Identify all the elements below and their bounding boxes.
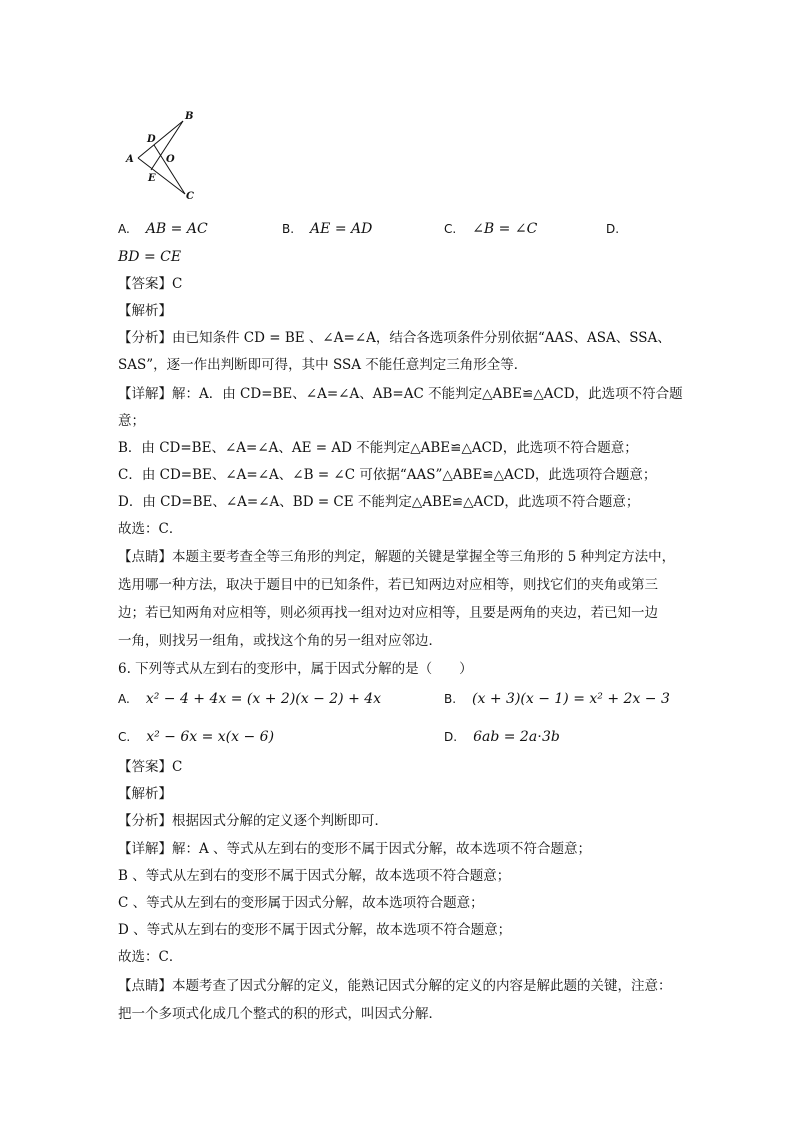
q5-dianjing-line-3: 边；若已知两角对应相等，则必须再找一组对边对应相等，且要是两角的夹边，若已知一边 xyxy=(118,605,658,621)
option-text: x² − 6x = x(x − 6) xyxy=(146,729,275,745)
q6-fenxi: 【分析】根据因式分解的定义逐个判断即可． xyxy=(118,813,388,829)
option-label: A. xyxy=(118,692,130,706)
triangle-figure xyxy=(118,106,208,202)
segment-AC xyxy=(138,158,185,194)
q5-dianjing-line-2: 选用哪一种方法，取决于题目中的已知条件，若已知两边对应相等，则找它们的夹角或第三 xyxy=(118,577,658,593)
option-text: (x + 3)(x − 1) = x² + 2x − 3 xyxy=(472,691,670,707)
q5-option-d-label xyxy=(606,220,635,238)
label-B: B xyxy=(185,111,194,122)
q6-dianjing-line-1: 【点睛】本题考查了因式分解的定义，能熟记因式分解的定义的内容是解此题的关键，注意： xyxy=(118,978,672,994)
q5-dianjing-line-1: 【点睛】本题主要考查全等三角形的判定，解题的关键是掌握全等三角形的 5 种判定方法中， xyxy=(118,549,676,565)
segment-DC xyxy=(154,145,185,194)
q5-xiangjie-line-6: 故选：C． xyxy=(118,521,183,537)
option-text: BD = CE xyxy=(118,249,182,265)
q5-fenxi-line-2: SAS”，逐一作出判断即可得，其中 SSA 不能任意判定三角形全等． xyxy=(118,357,528,373)
q6-xiangjie-line-5: 故选：C． xyxy=(118,949,183,965)
option-label: C. xyxy=(444,222,457,236)
option-text: ∠B = ∠C xyxy=(472,221,538,237)
q5-option-a xyxy=(118,220,208,238)
q6-option-b xyxy=(444,690,670,708)
q5-answer: 【答案】C xyxy=(118,276,183,292)
q5-option-d-text xyxy=(118,248,181,266)
q6-xiangjie-line-4: D 、等式从左到右的变形不属于因式分解，故本选项不符合题意； xyxy=(118,922,512,938)
q6-answer: 【答案】C xyxy=(118,759,183,775)
q5-option-b xyxy=(282,220,372,238)
q6-option-a xyxy=(118,690,381,708)
option-text: AB = AC xyxy=(145,221,208,237)
q5-dianjing-line-4: 一角，则找另一组角，或找这个角的另一组对应邻边． xyxy=(118,633,442,649)
q6-xiangjie-line-1: 【详解】解：A 、等式从左到右的变形不属于因式分解，故本选项不符合题意； xyxy=(118,841,592,857)
q6-xiangjie-line-2: B 、等式从左到右的变形不属于因式分解，故本选项不符合题意； xyxy=(118,868,511,884)
q6-dianjing-line-2: 把一个多项式化成几个整式的积的形式，叫因式分解． xyxy=(118,1006,442,1022)
q6-option-d xyxy=(444,728,560,746)
label-O: O xyxy=(166,154,175,165)
q5-fenxi-line-1: 【分析】由已知条件 CD = BE 、∠A=∠A，结合各选项条件分别依据“AAS、ASA、SSA、 xyxy=(118,330,671,346)
label-C: C xyxy=(186,191,194,202)
q6-xiangjie-line-3: C 、等式从左到右的变形属于因式分解，故本选项符合题意； xyxy=(118,895,484,911)
option-text: AE = AD xyxy=(310,221,373,237)
segment-AB xyxy=(138,121,183,158)
label-A: A xyxy=(126,154,134,165)
option-text: x² − 4 + 4x = (x + 2)(x − 2) + 4x xyxy=(145,691,382,707)
q5-xiangjie-line-1: 【详解】解：A．由 CD=BE、∠A=∠A、AB=AC 不能判定△ABE≌△ACD，此选项不符合题 xyxy=(118,386,683,402)
q6-option-c xyxy=(118,728,274,746)
q5-xiangjie-line-4: C．由 CD=BE、∠A=∠A、∠B = ∠C 可依据“AAS”△ABE≌△ACD，此选项符合题意； xyxy=(118,467,657,483)
q5-xiangjie-line-5: D．由 CD=BE、∠A=∠A、BD = CE 不能判定△ABE≌△ACD，此选项不符合题意； xyxy=(118,494,640,510)
label-E: E xyxy=(148,173,156,184)
q6-stem: 6. 下列等式从左到右的变形中，属于因式分解的是（ ） xyxy=(118,661,473,677)
option-label: B. xyxy=(282,222,295,236)
option-text: 6ab = 2a⋅3b xyxy=(473,729,560,745)
option-label: D. xyxy=(606,222,620,236)
option-label: C. xyxy=(118,730,131,744)
q5-analysis-heading: 【解析】 xyxy=(118,303,172,319)
q6-analysis-heading: 【解析】 xyxy=(118,786,172,802)
label-D: D xyxy=(147,134,156,145)
q5-xiangjie-line-2: 意； xyxy=(118,413,145,429)
q5-option-c xyxy=(444,220,537,238)
option-label: D. xyxy=(444,730,458,744)
option-label: A. xyxy=(118,222,130,236)
q5-xiangjie-line-3: B．由 CD=BE、∠A=∠A、AE = AD 不能判定△ABE≌△ACD，此选项不符合题意； xyxy=(118,440,638,456)
option-label: B. xyxy=(444,692,457,706)
